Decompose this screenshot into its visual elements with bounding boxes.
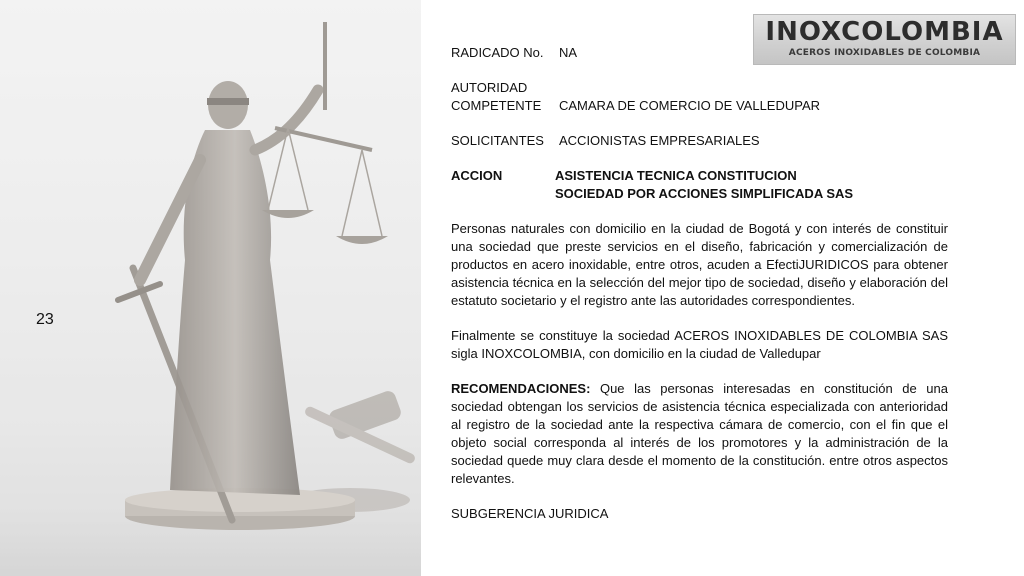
solicitantes-value: ACCIONISTAS EMPRESARIALES bbox=[559, 133, 760, 148]
radicado-row bbox=[451, 44, 948, 62]
autoridad-row-2 bbox=[451, 97, 948, 115]
radicado-value: NA bbox=[559, 45, 578, 60]
paragraph-description: Personas naturales con domicilio en la ciudad de Bogotá y con interés de constituir una sociedad que preste servicios en el diseño, fabricación y comercialización de productos en acero inoxidable, entre otros, acuden a EfectiJURIDICOS para obtener asistencia técnica en la selección del mejor tipo de sociedad, diseño y elaboración del estatuto societario y el registro ante las autoridades correspondientes. bbox=[451, 221, 948, 308]
accion-row-2 bbox=[451, 185, 948, 203]
accion-label: ACCION bbox=[451, 168, 503, 183]
slide-number: 23 bbox=[36, 311, 54, 328]
signature-department: SUBGERENCIA JURIDICA bbox=[451, 506, 609, 521]
logo-main-text: INOXCOLOMBIA bbox=[765, 17, 1004, 47]
solicitantes-label: SOLICITANTES bbox=[451, 133, 544, 148]
accion-value-2: SOCIEDAD POR ACCIONES SIMPLIFICADA SAS bbox=[555, 186, 854, 201]
recommendations-text: Que las personas interesadas en constitución de una sociedad obtengan los servicios de asistencia técnica especializada con anterioridad al registro de la sociedad ante la respectiva cámara de comercio, con el fin que el objeto social corresponda al interés de los promotores y la administración de la sociedad quede muy clara desde el momento de la constitución. entre otros aspectos relevantes. bbox=[451, 381, 948, 486]
case-details bbox=[451, 44, 948, 523]
autoridad-row-1 bbox=[451, 79, 948, 97]
paragraph-recommendations bbox=[451, 380, 948, 488]
paragraph-result: Finalmente se constituye la sociedad ACEROS INOXIDABLES DE COLOMBIA SAS sigla INOXCOLOMBIA, con domicilio en la ciudad de Valledupar bbox=[451, 328, 948, 361]
lady-justice-illustration bbox=[0, 0, 421, 576]
logo-sub-text: ACEROS INOXIDABLES DE COLOMBIA bbox=[788, 48, 981, 58]
solicitantes-row bbox=[451, 132, 948, 150]
radicado-label: RADICADO No. bbox=[451, 45, 544, 60]
accion-value-1: ASISTENCIA TECNICA CONSTITUCION bbox=[555, 168, 797, 183]
competente-label: COMPETENTE bbox=[451, 98, 542, 113]
accion-row-1 bbox=[451, 167, 948, 185]
recommendations-label: RECOMENDACIONES: bbox=[451, 381, 591, 396]
lady-justice-photo bbox=[0, 0, 421, 576]
autoridad-value: CAMARA DE COMERCIO DE VALLEDUPAR bbox=[559, 98, 821, 113]
autoridad-label: AUTORIDAD bbox=[451, 80, 528, 95]
